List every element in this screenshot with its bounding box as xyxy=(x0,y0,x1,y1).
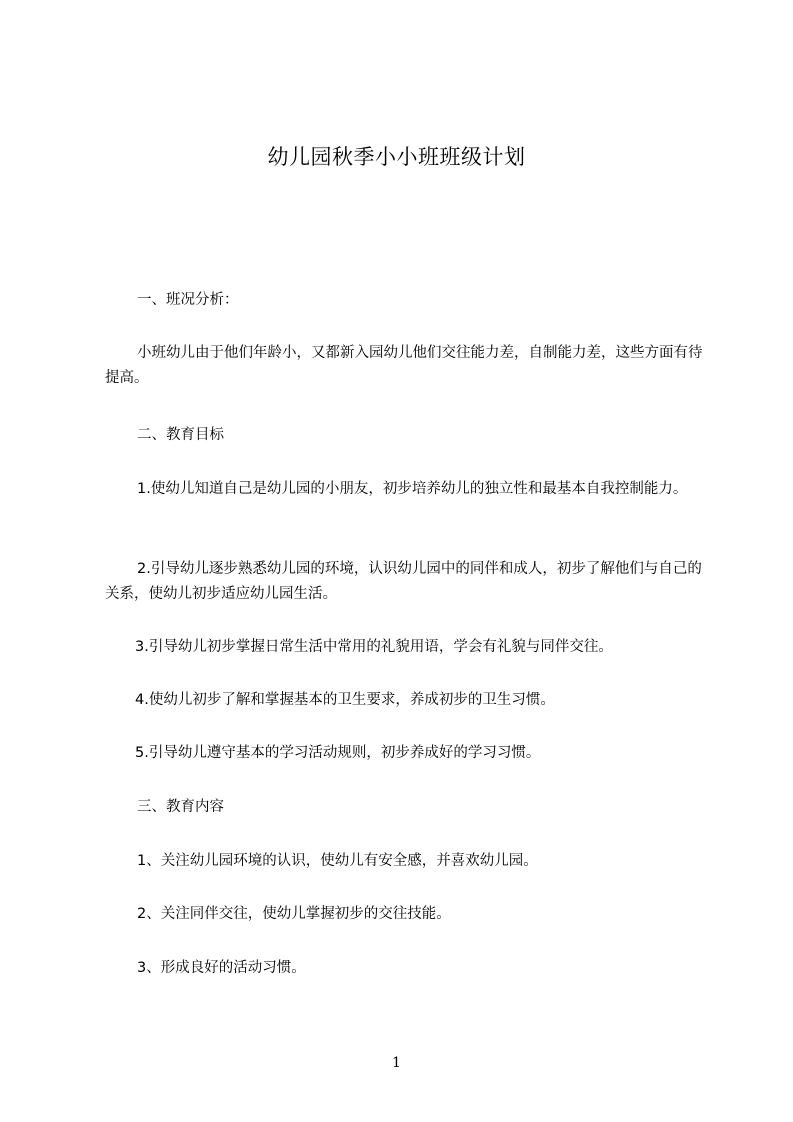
content-item-3: 3、形成良好的活动习惯。 xyxy=(137,960,306,976)
content-item-1: 1、关注幼儿园环境的认识，使幼儿有安全感，并喜欢幼儿园。 xyxy=(137,853,538,869)
content-item-2: 2、关注同伴交往，使幼儿掌握初步的交往技能。 xyxy=(137,906,451,922)
goal-item-3: 3.引导幼儿初步掌握日常生活中常用的礼貌用语，学会有礼貌与同伴交往。 xyxy=(135,639,613,655)
goal-item-1: 1.使幼儿知道自己是幼儿园的小朋友，初步培养幼儿的独立性和最基本自我控制能力。 xyxy=(137,481,688,497)
goal-item-4: 4.使幼儿初步了解和掌握基本的卫生要求，养成初步的卫生习惯。 xyxy=(135,692,555,708)
section-heading-class-analysis: 一、班况分析： xyxy=(137,292,239,308)
document-title: 幼儿园秋季小小班班级计划 xyxy=(267,145,526,169)
paragraph-class-analysis: 小班幼儿由于他们年龄小，又都新入园幼儿他们交往能力差，自制能力差，这些方面有待提高。 xyxy=(105,345,703,386)
page-number: 1 xyxy=(392,1055,401,1071)
goal-item-2: 2.引导幼儿逐步熟悉幼儿园的环境，认识幼儿园中的同伴和成人，初步了解他们与自己的关系，使幼儿初步适应幼儿园生活。 xyxy=(105,561,702,602)
goal-item-5: 5.引导幼儿遵守基本的学习活动规则，初步养成好的学习习惯。 xyxy=(135,745,541,761)
section-heading-education-goals: 二、教育目标 xyxy=(137,427,224,443)
section-heading-education-content: 三、教育内容 xyxy=(137,799,224,815)
